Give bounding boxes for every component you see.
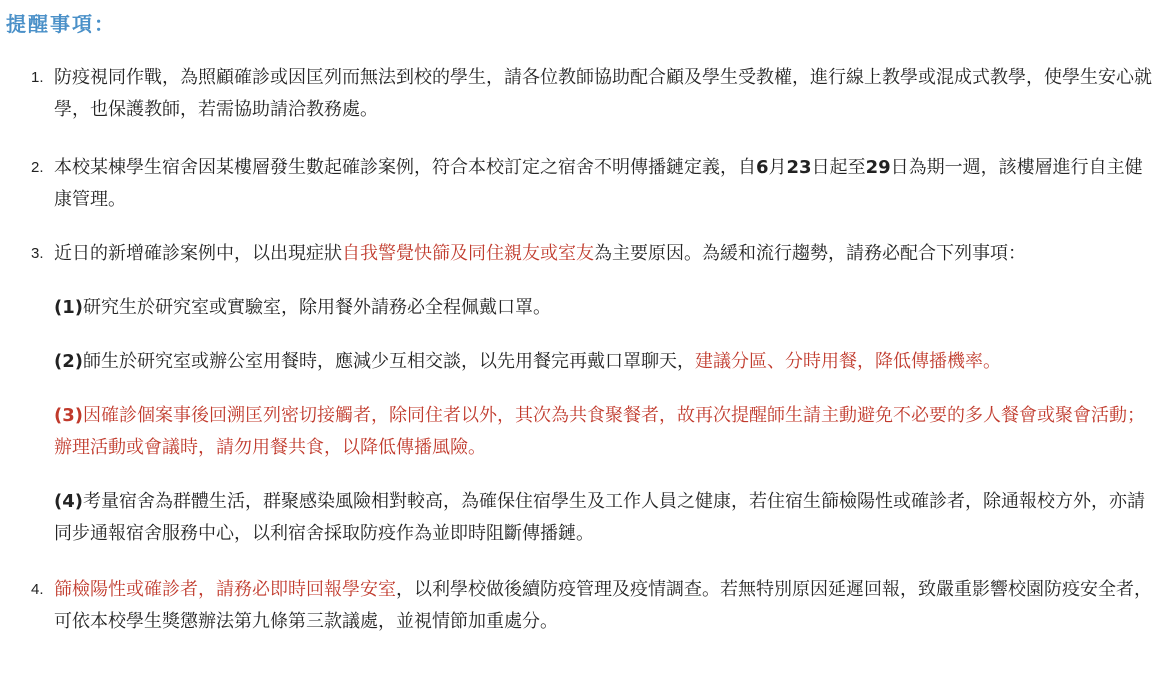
item-text-emphasis: 篩檢陽性或確診者，請務必即時回報學安室 bbox=[54, 579, 396, 600]
sub-item-3 bbox=[0, 400, 1171, 464]
item-text: 防疫視同作戰，為照顧確診或因匡列而無法到校的學生，請各位教師協助配合顧及學生受教權，進行線上教學或混成式教學，使學生安心就學，也保護教師，若需協助請洽教務處。 bbox=[54, 67, 1152, 120]
sub-item-2 bbox=[0, 346, 1171, 378]
sub-item-emphasis: 建議分區、分時用餐，降低傳播機率。 bbox=[694, 351, 1001, 372]
item-number: 4. bbox=[31, 581, 44, 598]
item-number: 1. bbox=[31, 69, 44, 86]
item-date-month: 6 bbox=[756, 157, 769, 178]
list-item-1 bbox=[0, 62, 1171, 126]
item-text-pre: 本校某棟學生宿舍因某樓層發生數起確診案例，符合本校訂定之宿舍不明傳播鏈定義，自 bbox=[54, 157, 756, 178]
item-text-emphasis: 自我警覺快篩及同住親友或室友 bbox=[342, 243, 594, 264]
list-item-2 bbox=[0, 152, 1171, 216]
item-date-start-day: 23 bbox=[786, 157, 812, 178]
sub-item-label: (3) bbox=[54, 405, 83, 426]
page-heading: 提醒事項： bbox=[6, 12, 116, 36]
sub-item-4 bbox=[0, 486, 1171, 550]
sub-item-emphasis: 因確診個案事後回溯匡列密切接觸者，除同住者以外，其次為共食聚餐者，故再次提醒師生請主動避免不必要的多人餐會或聚會活動；辦理活動或會議時，請勿用餐共食，以降低傳播風險。 bbox=[54, 405, 1145, 458]
item-text-mid: 日起至 bbox=[811, 157, 866, 178]
sub-item-1 bbox=[0, 292, 1171, 324]
item-number: 2. bbox=[31, 159, 44, 176]
item-text-pre: 近日的新增確診案例中，以出現症狀 bbox=[54, 243, 342, 264]
item-text-month-unit: 月 bbox=[768, 157, 787, 178]
sub-item-text: 師生於研究室或辦公室用餐時，應減少互相交談，以先用餐完再戴口罩聊天， bbox=[82, 351, 695, 372]
sub-item-label: (2) bbox=[54, 351, 83, 372]
item-text-post: ，以利學校做後續防疫管理及疫情調查。若無特別原因延遲回報，致嚴重影響校園防疫安全者，可依本校學生獎懲辦法第九條第三款議處，並視情節加重處分。 bbox=[54, 579, 1152, 632]
item-text-post: 為主要原因。為緩和流行趨勢，請務必配合下列事項： bbox=[594, 243, 1026, 264]
sub-item-label: (1) bbox=[54, 297, 83, 318]
item-date-end-day: 29 bbox=[865, 157, 891, 178]
notice-list bbox=[0, 62, 1171, 664]
sub-item-text: 研究生於研究室或實驗室，除用餐外請務必全程佩戴口罩。 bbox=[82, 297, 551, 318]
item-text-post: 日為期一週，該樓層進行自主健康管理。 bbox=[54, 157, 1143, 210]
sub-item-label: (4) bbox=[54, 491, 83, 512]
item-number: 3. bbox=[31, 245, 44, 262]
list-item-3 bbox=[0, 238, 1171, 270]
sub-item-text: 考量宿舍為群體生活，群聚感染風險相對較高，為確保住宿學生及工作人員之健康，若住宿生篩檢陽性或確診者，除通報校方外，亦請同步通報宿舍服務中心，以利宿舍採取防疫作為並即時阻斷傳播鏈。 bbox=[54, 491, 1145, 544]
list-item-4 bbox=[0, 574, 1171, 638]
